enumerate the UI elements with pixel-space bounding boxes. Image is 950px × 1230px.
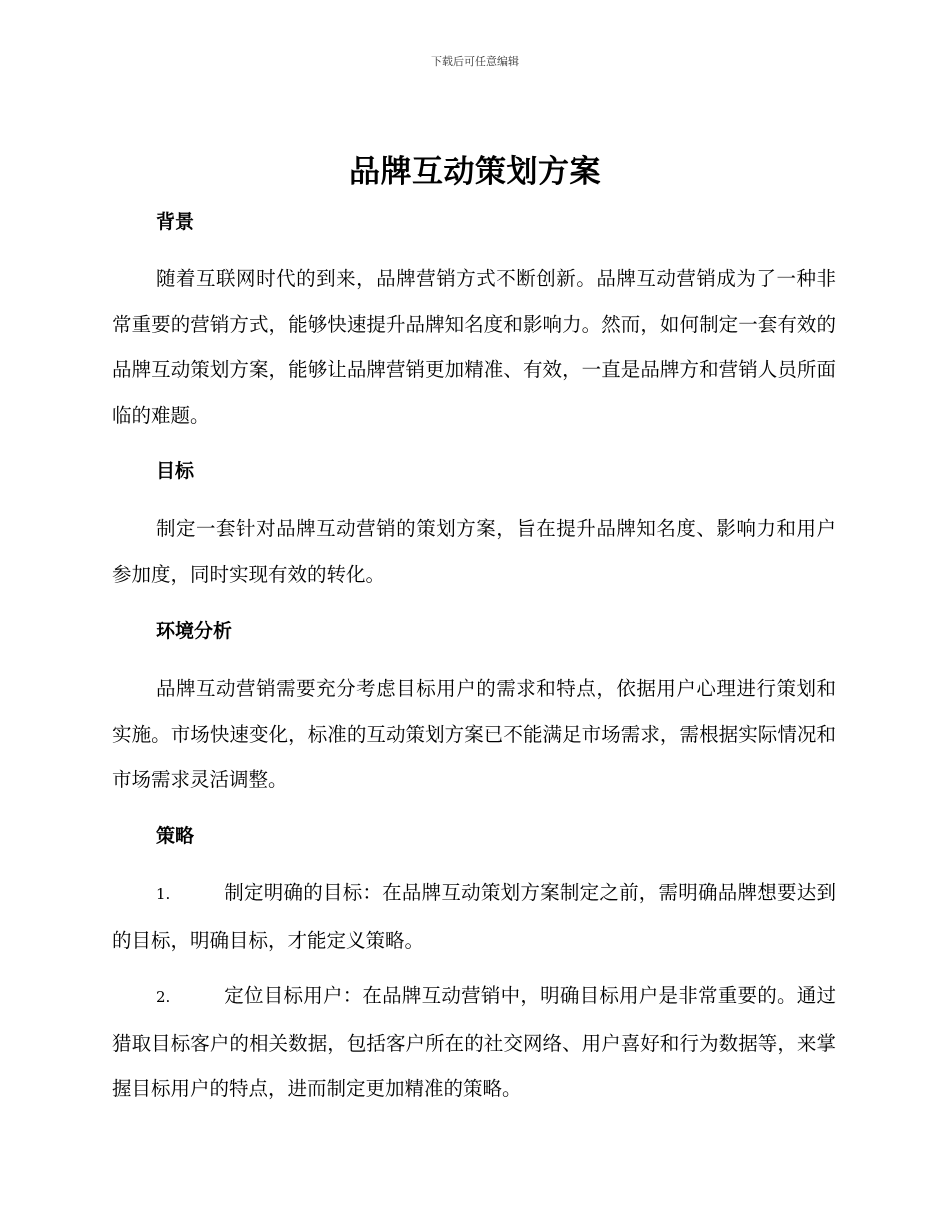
list-item-number: 2. [156, 988, 171, 1006]
section-heading-environment: 环境分析 [156, 620, 233, 642]
section-heading-strategy: 策略 [156, 825, 195, 847]
header-note: 下载后可任意编辑 [431, 55, 519, 68]
section-paragraph-background: 随着互联网时代的到来，品牌营销方式不断创新。品牌互动营销成为了一种非常重要的营销方式，能够快速提升品牌知名度和影响力。然而，如何制定一套有效的品牌互动策划方案，能够让品牌营销更加精准、有效，一直是品牌方和营销人员所面临的难题。 [112, 267, 836, 427]
strategy-list-item [112, 870, 836, 963]
list-item-number: 1. [156, 885, 171, 903]
document-title: 品牌互动策划方案 [349, 154, 601, 190]
section-heading-goal: 目标 [156, 460, 195, 482]
section-paragraph-goal: 制定一套针对品牌互动营销的策划方案，旨在提升品牌知名度、影响力和用户参加度，同时实现有效的转化。 [112, 517, 836, 586]
section-paragraph-environment: 品牌互动营销需要充分考虑目标用户的需求和特点，依据用户心理进行策划和实施。市场快速变化，标准的互动策划方案已不能满足市场需求，需根据实际情况和市场需求灵活调整。 [112, 677, 836, 791]
section-heading-background: 背景 [156, 211, 195, 233]
list-item-text: 制定明确的目标：在品牌互动策划方案制定之前，需明确品牌想要达到的目标，明确目标，才能定义策略。 [112, 881, 836, 952]
strategy-list-item [112, 973, 836, 1112]
list-item-text: 定位目标用户：在品牌互动营销中，明确目标用户是非常重要的。通过猎取目标客户的相关数据，包括客户所在的社交网络、用户喜好和行为数据等，来掌握目标用户的特点，进而制定更加精准的策略。 [112, 984, 836, 1100]
